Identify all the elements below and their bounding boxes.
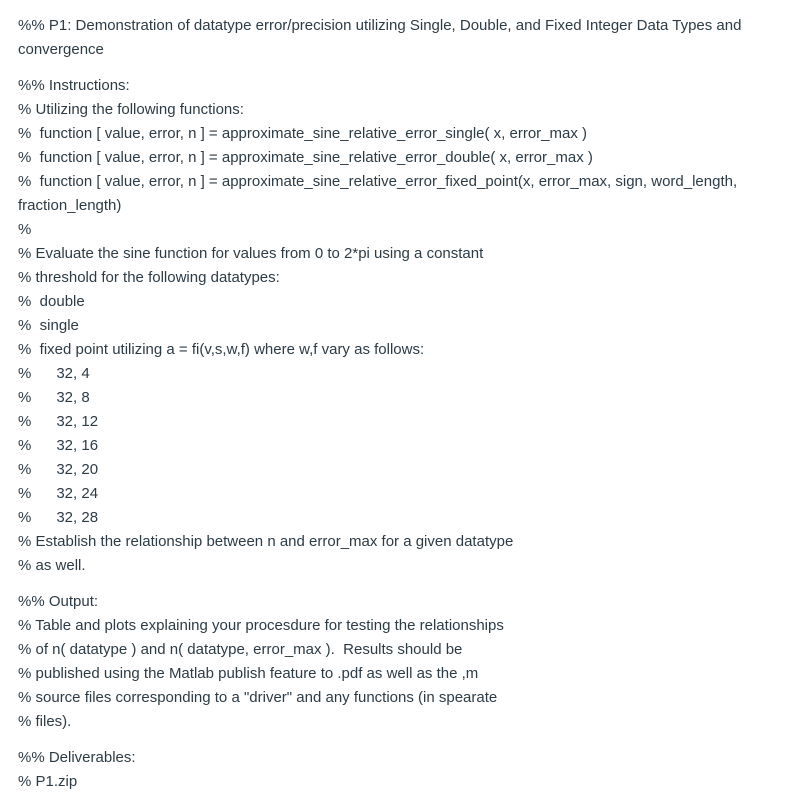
instructions-line: % xyxy=(18,221,32,238)
instructions-line: % 32, 24 xyxy=(18,485,99,502)
deliverables-block xyxy=(18,746,780,794)
instructions-line: % double xyxy=(18,293,85,310)
deliverables-line: % P1.zip xyxy=(18,773,78,790)
instructions-line: % as well. xyxy=(18,557,86,574)
output-line: % source files corresponding to a "driver" and any functions (in spearate xyxy=(18,689,498,706)
instructions-line: % fixed point utilizing a = fi(v,s,w,f) where w,f vary as follows: xyxy=(18,341,425,358)
instructions-line: % single xyxy=(18,317,79,334)
instructions-line: % function [ value, error, n ] = approximate_sine_relative_error_fixed_point(x, error_max, sign, word_length, xyxy=(18,173,738,190)
instructions-line: % 32, 8 xyxy=(18,389,90,406)
instructions-line: % 32, 16 xyxy=(18,437,99,454)
output-line: % published using the Matlab publish feature to .pdf as well as the ,m xyxy=(18,665,479,682)
instructions-line: % Evaluate the sine function for values from 0 to 2*pi using a constant xyxy=(18,245,484,262)
instructions-line: %% Instructions: xyxy=(18,77,130,94)
deliverables-line: %% Deliverables: xyxy=(18,749,136,766)
instructions-line: % 32, 28 xyxy=(18,509,99,526)
instructions-line: % function [ value, error, n ] = approximate_sine_relative_error_single( x, error_max ) xyxy=(18,125,588,142)
document-body xyxy=(18,14,780,806)
instructions-block xyxy=(18,74,780,578)
instructions-line: fraction_length) xyxy=(18,197,122,214)
output-block xyxy=(18,590,780,734)
instructions-line: % threshold for the following datatypes: xyxy=(18,269,280,286)
instructions-line: % Utilizing the following functions: xyxy=(18,101,244,118)
output-line: % files). xyxy=(18,713,72,730)
heading-block xyxy=(18,14,780,62)
output-line: %% Output: xyxy=(18,593,99,610)
heading-line-2: convergence xyxy=(18,41,104,58)
instructions-line: % Establish the relationship between n and error_max for a given datatype xyxy=(18,533,514,550)
instructions-line: % 32, 4 xyxy=(18,365,90,382)
output-line: % Table and plots explaining your procesdure for testing the relationships xyxy=(18,617,504,634)
instructions-line: % 32, 20 xyxy=(18,461,99,478)
instructions-line: % function [ value, error, n ] = approximate_sine_relative_error_double( x, error_max ) xyxy=(18,149,593,166)
heading-line-1: %% P1: Demonstration of datatype error/precision utilizing Single, Double, and Fixed Integer Data Types and xyxy=(18,17,742,34)
output-line: % of n( datatype ) and n( datatype, error_max ). Results should be xyxy=(18,641,463,658)
instructions-line: % 32, 12 xyxy=(18,413,99,430)
